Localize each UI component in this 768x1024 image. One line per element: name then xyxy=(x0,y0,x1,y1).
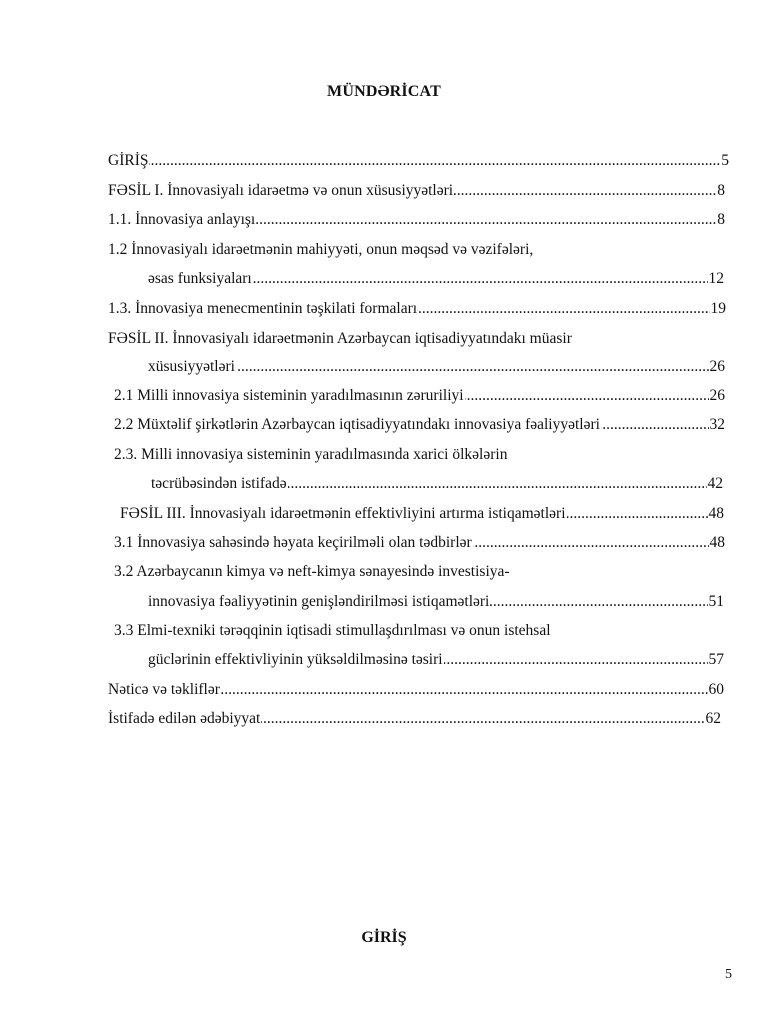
toc-entry-1-2-line1[interactable] xyxy=(108,239,728,261)
toc-entry-1-3[interactable] xyxy=(108,298,726,320)
toc-entry-text: ..... GİRİŞ xyxy=(108,150,149,172)
toc-entry-text: ..... təcrübəsindən istifadə xyxy=(151,473,288,495)
toc-entry-2-2[interactable] xyxy=(114,414,725,436)
toc-entry-3-2-line1[interactable] xyxy=(114,561,728,583)
toc-entry-text: ..... 1.1. İnnovasiya anlayışı xyxy=(108,209,256,231)
toc-entry-text: ..... 2.2 Müxtəlif şirkətlərin Azərbaycan iqtisadiyyatındakı innovasiya fəaliyyətləri xyxy=(114,414,601,436)
toc-entry-text: 1.2 İnnovasiyalı idarəetmənin mahiyyəti, onun məqsəd və vəzifələri, xyxy=(108,241,534,258)
toc-entry-page: 57 xyxy=(708,649,725,671)
toc-entry-text: ..... 2.1 Milli innovasiya sisteminin yaradılmasının zəruriliyi xyxy=(114,385,465,407)
toc-entry-page: 26 xyxy=(709,356,726,378)
toc-entry-conclusion[interactable] xyxy=(108,679,724,701)
toc-entry-text: ..... FƏSİL I. İnnovasiyalı idarəetmə və onun xüsusiyyətləri xyxy=(108,180,454,202)
toc-entry-chapter-2-line1[interactable] xyxy=(108,328,728,350)
toc-entry-text: ..... əsas funksiyaları xyxy=(148,268,253,290)
toc-entry-chapter-1[interactable] xyxy=(108,180,725,202)
section-title: GİRİŞ xyxy=(361,929,407,946)
page-number: 5 xyxy=(725,967,732,982)
toc-entry-page: 42 xyxy=(707,473,724,495)
toc-entry-text: ..... İstifadə edilən ədəbiyyat xyxy=(108,708,261,730)
toc-entry-chapter-3[interactable] xyxy=(120,503,724,525)
toc-entry-3-3[interactable] xyxy=(148,649,724,671)
toc-entry-page: 5 xyxy=(720,150,729,172)
toc-entry-page: 12 xyxy=(708,268,725,290)
toc-entry-3-3-line1[interactable] xyxy=(114,620,728,642)
toc-entry-text: ..... FƏSİL III. İnnovasiyalı idarəetmənin effektivliyini artırma istiqamətləri xyxy=(120,503,567,525)
toc-entry-text: ..... xüsusiyyətləri xyxy=(148,356,236,378)
toc-entry-text: ..... Nəticə və təkliflər xyxy=(108,679,221,701)
toc-entry-text: 3.2 Azərbaycanın kimya və neft-kimya sənayesində investisiya- xyxy=(114,563,510,580)
toc-entry-page: 48 xyxy=(708,503,725,525)
toc-entry-page: 48 xyxy=(709,532,726,554)
toc-entry-text: ..... 3.1 İnnovasiya sahəsində həyata keçirilməli olan tədbirlər xyxy=(114,532,473,554)
toc-entry-3-1[interactable] xyxy=(114,532,725,554)
toc-entry-text: 3.3 Elmi-texniki tərəqqinin iqtisadi stimullaşdırılması və onun istehsal xyxy=(114,622,551,639)
toc-entry-3-2[interactable] xyxy=(148,591,724,613)
toc-entry-text: 2.3. Milli innovasiya sisteminin yaradılmasında xarici ölkələrin xyxy=(114,446,508,463)
toc-entry-text: ..... innovasiya fəaliyyətinin genişləndirilməsi istiqamətləri xyxy=(148,591,490,613)
toc-entry-text: ..... 1.3. İnnovasiya menecmentinin təşkilati formaları xyxy=(108,298,418,320)
toc-entry-page: 8 xyxy=(716,180,725,202)
toc-entry-chapter-2[interactable] xyxy=(148,356,725,378)
toc-entry-bibliography[interactable] xyxy=(108,708,721,730)
toc-entry-2-3-line1[interactable] xyxy=(114,444,728,466)
toc-entry-intro[interactable] xyxy=(108,150,729,172)
toc-entry-page: 8 xyxy=(716,209,725,231)
toc-entry-text: ..... güclərinin effektivliyinin yüksəldilməsinə təsiri xyxy=(148,649,444,671)
toc-entry-2-1[interactable] xyxy=(114,385,725,407)
page-title: MÜNDƏRİCAT xyxy=(327,83,441,100)
toc-entry-1-2[interactable] xyxy=(148,268,724,290)
toc-entry-page: 19 xyxy=(710,298,727,320)
toc-entry-page: 60 xyxy=(708,679,725,701)
toc-entry-2-3[interactable] xyxy=(151,473,723,495)
toc-entry-1-1[interactable] xyxy=(108,209,725,231)
toc-entry-page: 26 xyxy=(709,385,726,407)
toc-entry-page: 51 xyxy=(708,591,725,613)
toc-entry-page: 32 xyxy=(709,414,726,436)
toc-entry-text: FƏSİL II. İnnovasiyalı idarəetmənin Azərbaycan iqtisadiyyatındakı müasir xyxy=(108,330,572,347)
toc-entry-page: 62 xyxy=(705,708,722,730)
